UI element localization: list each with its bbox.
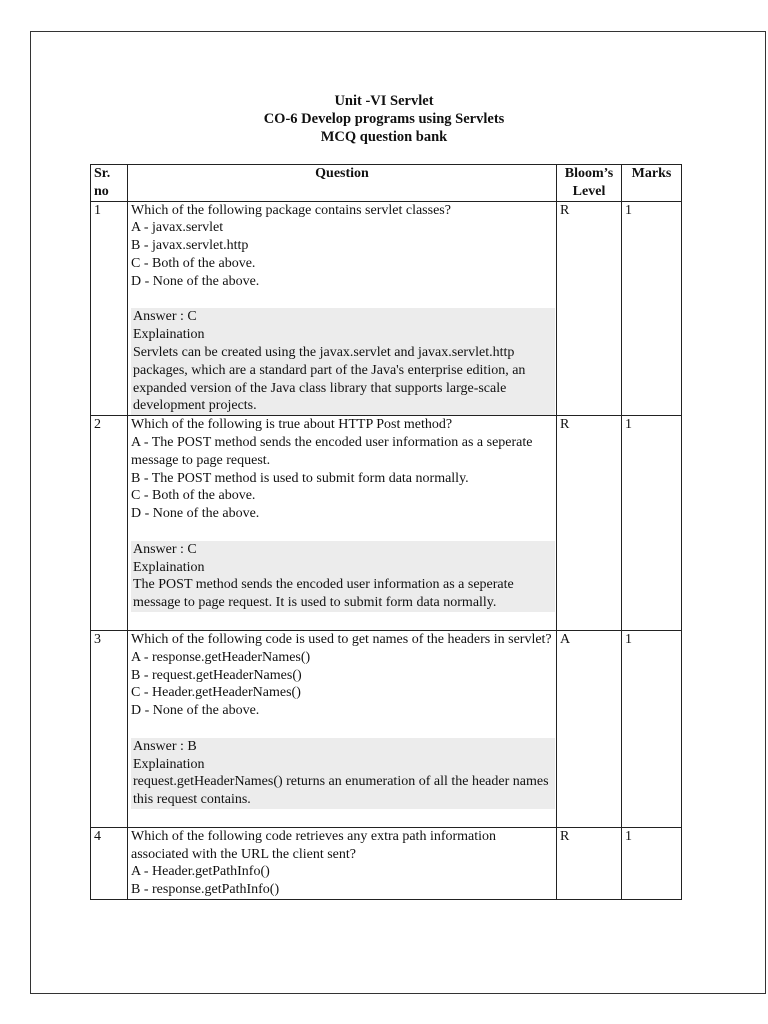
row-question-cell [128,201,557,416]
answer-block [131,541,555,612]
row-blooms-level: A [557,630,622,827]
option-c: C - Both of the above. [131,255,256,271]
spacer [131,291,553,309]
question-text: Which of the following code is used to get names of the headers in servlet? [131,631,552,647]
table-header-row [91,165,682,202]
row-sr-no: 3 [91,630,128,827]
row-blooms-level: R [557,416,622,631]
option-d: D - None of the above. [131,273,260,289]
row-marks: 1 [622,827,682,899]
explanation-label: Explaination [133,756,205,772]
answer-block [131,308,555,415]
explanation-label: Explaination [133,559,205,575]
course-outcome-title: CO-6 Develop programs using Servlets [263,111,505,127]
header-question: Question [128,165,557,202]
row-question-cell [128,416,557,631]
explanation-label: Explaination [133,327,205,343]
table-row [91,201,682,416]
option-b: B - response.getPathInfo() [131,882,280,898]
option-a: A - response.getHeaderNames() [131,649,311,665]
row-marks: 1 [622,201,682,416]
unit-title: Unit -VI Servlet [334,93,434,109]
explanation-text: The POST method sends the encoded user information as a seperate message to page request. It is used to submit form data normally. [133,577,514,611]
row-sr-no: 4 [91,827,128,899]
option-c: C - Header.getHeaderNames() [131,685,301,701]
spacer [131,720,553,738]
option-b: B - request.getHeaderNames() [131,667,302,683]
table-row [91,827,682,899]
question-text: Which of the following package contains servlet classes? [131,202,451,218]
option-a: A - The POST method sends the encoded user information as a seperate message to page request. [131,434,533,468]
question-bank-title: MCQ question bank [320,129,448,145]
question-text: Which of the following is true about HTTP Post method? [131,417,453,433]
row-blooms-level: R [557,201,622,416]
option-d: D - None of the above. [131,506,260,522]
table-row [91,416,682,631]
row-sr-no: 1 [91,201,128,416]
table-row [91,630,682,827]
option-c: C - Both of the above. [131,488,256,504]
spacer [131,809,553,827]
row-question-cell [128,630,557,827]
answer-text: Answer : B [133,738,197,754]
header-blooms-level: Bloom’s Level [557,165,622,202]
option-a: A - javax.servlet [131,220,224,236]
option-d: D - None of the above. [131,703,260,719]
spacer [131,612,553,630]
option-b: B - The POST method is used to submit form data normally. [131,470,469,486]
header-marks: Marks [622,165,682,202]
row-marks: 1 [622,416,682,631]
explanation-text: Servlets can be created using the javax.servlet and javax.servlet.http packages, which are a standard part of the Java's enterprise edition, an expanded version of the Java class library that supports large-scale development projects. [133,344,526,414]
row-sr-no: 2 [91,416,128,631]
option-a: A - Header.getPathInfo() [131,864,270,880]
answer-block [131,738,555,809]
document-heading [0,92,768,146]
row-marks: 1 [622,630,682,827]
row-question-cell [128,827,557,899]
row-blooms-level: R [557,827,622,899]
spacer [131,523,553,541]
explanation-text: request.getHeaderNames() returns an enumeration of all the header names this request contains. [133,774,549,808]
answer-text: Answer : C [133,541,197,557]
mcq-table [90,164,682,900]
header-sr-no: Sr. no [91,165,128,202]
answer-text: Answer : C [133,309,197,325]
question-text: Which of the following code retrieves any extra path information associated with the URL the client sent? [131,828,497,862]
option-b: B - javax.servlet.http [131,238,249,254]
